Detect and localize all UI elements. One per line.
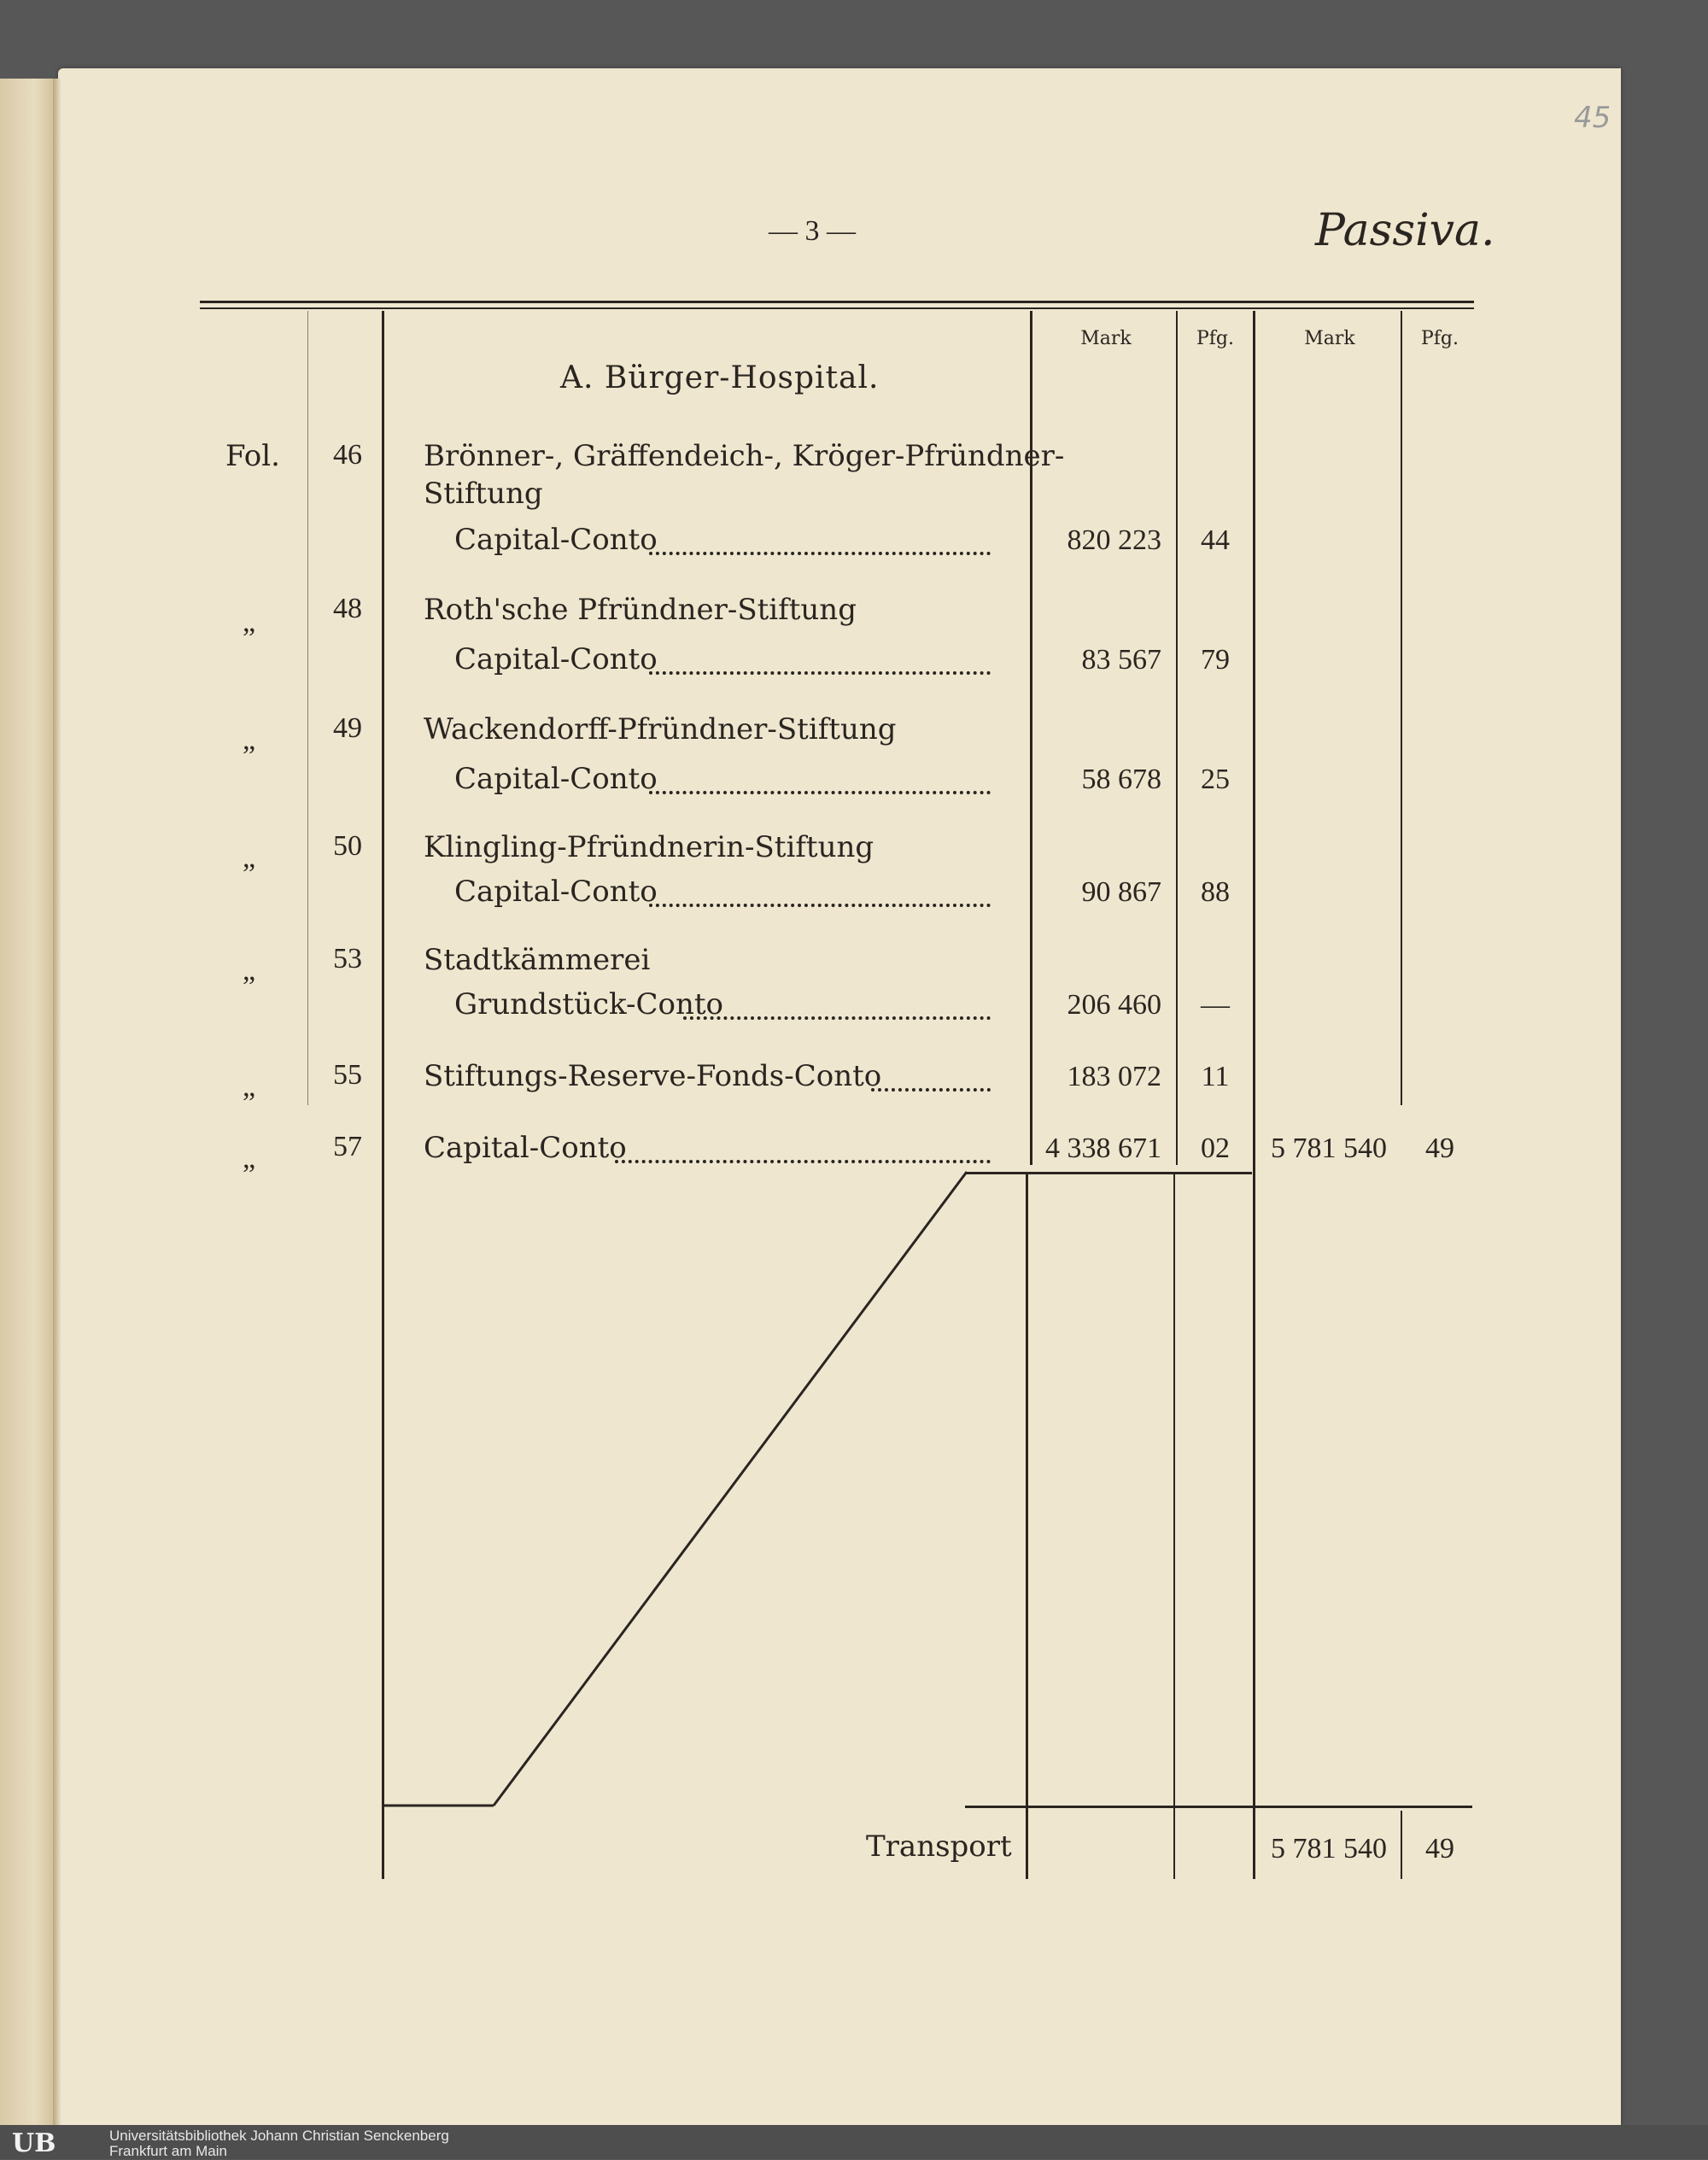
dot-leader: [649, 642, 991, 675]
row-mark: 206 460: [1067, 989, 1161, 1021]
side-title: Passiva.: [1315, 205, 1495, 256]
ditto-mark: „: [243, 955, 256, 986]
row-sub: Capital-Conto: [454, 762, 658, 796]
row-mark-total: 5 781 540: [1271, 1133, 1387, 1164]
row-nr: 49: [333, 712, 362, 744]
col-header-mark-1: Mark: [1080, 328, 1132, 349]
row-nr: 50: [333, 830, 362, 862]
dot-leader: [649, 762, 991, 794]
row-sub: Capital-Conto: [454, 875, 658, 909]
row-mark: 820 223: [1067, 524, 1161, 556]
dot-leader: [649, 523, 991, 555]
dot-leader: [683, 987, 991, 1020]
row-mark: 4 338 671: [1045, 1133, 1161, 1164]
row-pfg: 88: [1201, 876, 1230, 908]
row-nr: 55: [333, 1059, 362, 1091]
close-rule-top: [965, 1172, 1252, 1174]
row-sub: Capital-Conto: [454, 642, 658, 676]
row-text: Klingling-Pfründnerin-Stiftung: [424, 830, 874, 864]
row-sub: Capital-Conto: [454, 523, 658, 557]
cancellation-diagonal: [376, 1168, 974, 1811]
library-logo: UB: [12, 2128, 56, 2158]
footer-line-2: Frankfurt am Main: [109, 2143, 227, 2159]
row-nr: 46: [333, 439, 362, 471]
rule-fol-nr: [307, 311, 308, 1105]
transport-pfg: 49: [1425, 1833, 1454, 1864]
row-text: Brönner-, Gräffendeich-, Kröger-Pfründner-: [424, 439, 1065, 473]
dot-leader: [649, 875, 991, 907]
row-pfg: 44: [1201, 524, 1230, 556]
row-text: Stadtkämmerei: [424, 943, 651, 977]
transport-mark: 5 781 540: [1271, 1833, 1387, 1864]
rule-mark2-left: [1253, 311, 1255, 1879]
ditto-mark: „: [243, 606, 256, 638]
row-pfg: —: [1201, 989, 1230, 1021]
row-pfg: 11: [1201, 1061, 1230, 1092]
row-text: Capital-Conto: [424, 1131, 627, 1165]
row-mark: 83 567: [1081, 644, 1161, 676]
table-top-rule: [200, 301, 1474, 303]
table-top-rule-2: [200, 307, 1474, 309]
rule-pfg2-left-top: [1401, 311, 1402, 1105]
dot-leader: [615, 1131, 991, 1163]
row-nr: 57: [333, 1131, 362, 1162]
rule-pfg2-left-bottom: [1401, 1811, 1402, 1879]
row-text-cont: Stiftung: [424, 477, 543, 511]
row-text: Stiftungs-Reserve-Fonds-Conto: [424, 1059, 882, 1093]
section-title: A. Bürger-Hospital.: [560, 360, 880, 395]
row-pfg: 02: [1201, 1133, 1230, 1164]
col-header-pfg-2: Pfg.: [1420, 328, 1459, 349]
page-number: — 3 —: [769, 215, 856, 247]
row-mark: 58 678: [1081, 764, 1161, 795]
ditto-mark: „: [243, 724, 256, 756]
pencil-note: 45: [1574, 101, 1611, 135]
row-pfg: 25: [1201, 764, 1230, 795]
row-sub: Grundstück-Conto: [454, 987, 724, 1021]
page-fold: [53, 79, 61, 2125]
rule-pfg1-left-bottom: [1173, 1172, 1175, 1879]
transport-label: Transport: [866, 1829, 1012, 1864]
rule-mark1-left-bottom: [1026, 1172, 1028, 1879]
row-text: Roth'sche Pfründner-Stiftung: [424, 593, 857, 627]
ditto-mark: „: [243, 1071, 256, 1103]
ditto-mark: „: [243, 1143, 256, 1174]
row-pfg-total: 49: [1425, 1133, 1454, 1164]
row-text: Wackendorff-Pfründner-Stiftung: [424, 712, 897, 746]
transport-rule: [965, 1806, 1472, 1808]
rule-pfg1-left-top: [1176, 311, 1178, 1165]
left-page-edge: [0, 79, 58, 2125]
row-mark: 183 072: [1067, 1061, 1161, 1092]
row-nr: 48: [333, 593, 362, 624]
row-mark: 90 867: [1081, 876, 1161, 908]
row-pfg: 79: [1201, 644, 1230, 676]
footer-line-1: Universitätsbibliothek Johann Christian Senckenberg: [109, 2128, 449, 2144]
dot-leader: [871, 1059, 991, 1092]
fol-label: Fol.: [225, 439, 280, 473]
ditto-mark: „: [243, 842, 256, 874]
col-header-mark-2: Mark: [1304, 328, 1355, 349]
col-header-pfg-1: Pfg.: [1196, 328, 1235, 349]
row-nr: 53: [333, 943, 362, 975]
